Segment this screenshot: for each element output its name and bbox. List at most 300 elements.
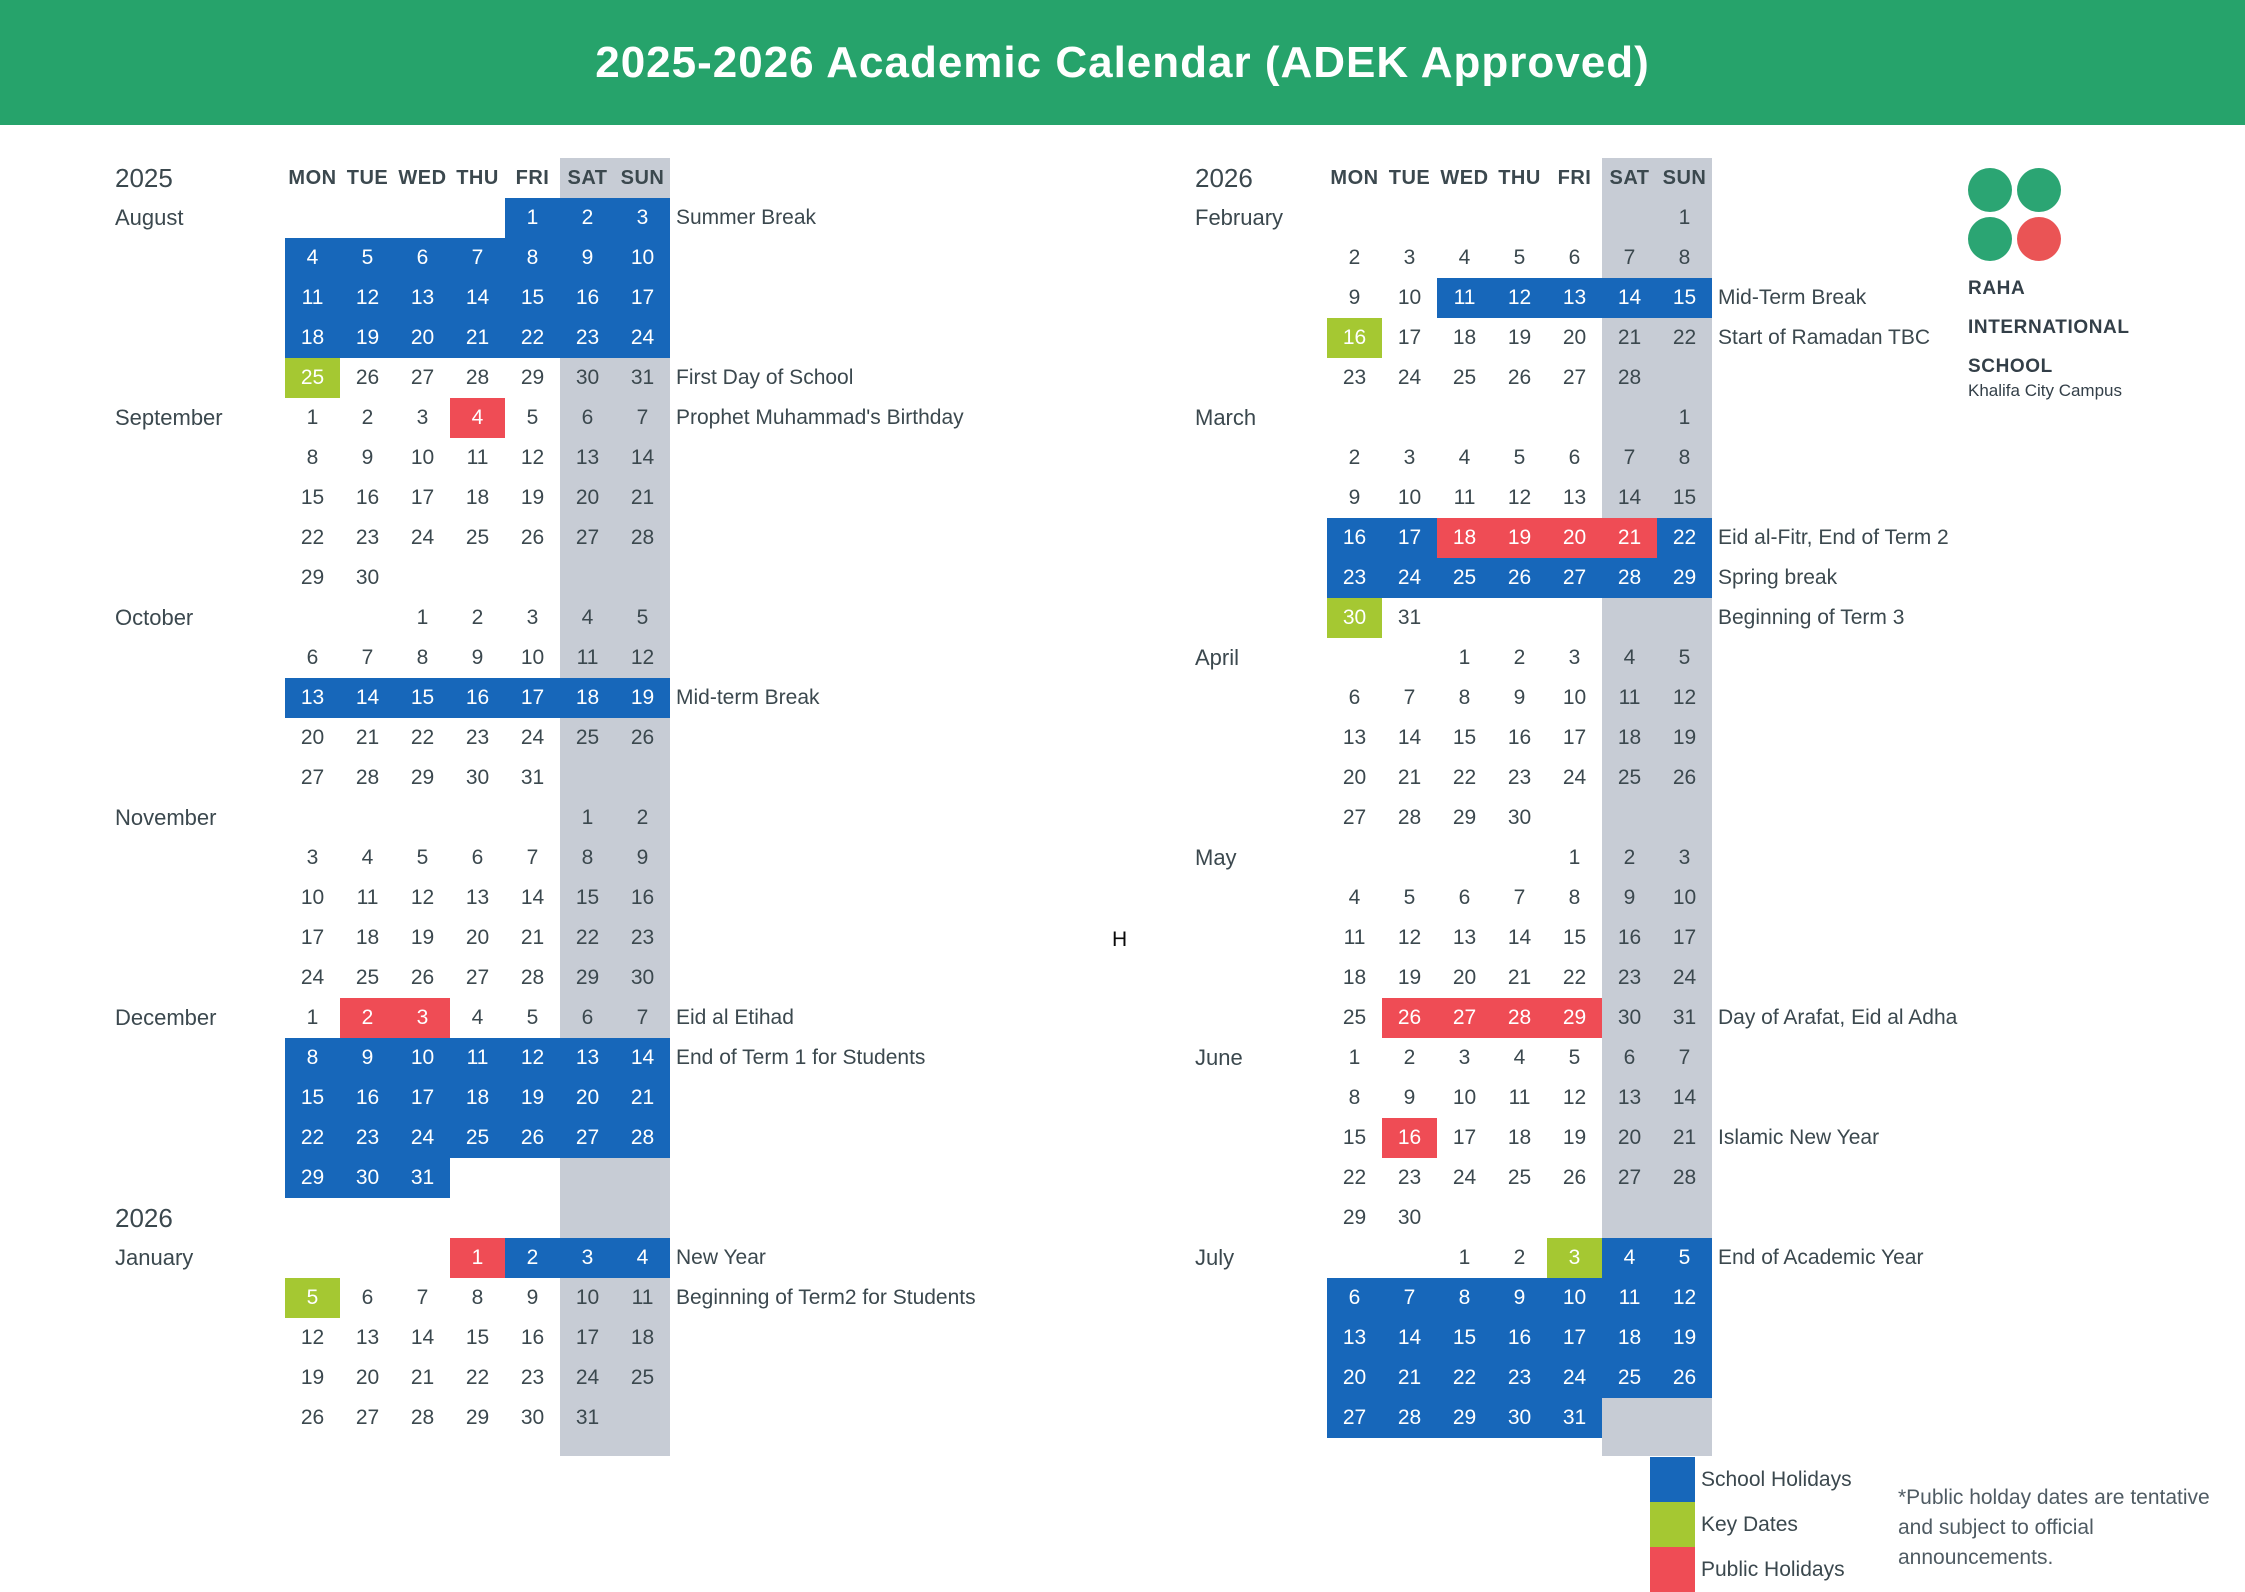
empty-cell [285, 798, 340, 838]
day-cell: 29 [285, 1158, 340, 1198]
day-cell: 28 [1397, 806, 1422, 829]
day-cell: 27 [1327, 1398, 1382, 1438]
day-cell: 29 [300, 566, 325, 589]
day-header: THU [456, 166, 499, 189]
day-cell: 13 [1327, 1318, 1382, 1358]
day-cell: 5 [1513, 246, 1526, 269]
month-label [1195, 798, 1327, 838]
day-cell: 16 [340, 1078, 395, 1118]
day-cell: 15 [575, 886, 600, 909]
day-cell: 17 [1452, 1126, 1477, 1149]
day-cell: 13 [560, 1038, 615, 1078]
month-label [1195, 1078, 1327, 1118]
day-cell: 13 [1617, 1086, 1642, 1109]
week-row [115, 918, 1100, 958]
event-annotation [670, 318, 1100, 358]
event-annotation: Day of Arafat, Eid al Adha [1718, 1006, 1958, 1029]
day-cell: 9 [1348, 486, 1361, 509]
legend-item-school-holidays [1650, 1457, 1852, 1502]
empty-cell [395, 198, 450, 238]
day-cell: 3 [1678, 846, 1691, 869]
day-cell: 9 [1403, 1086, 1416, 1109]
day-cell: 2 [560, 198, 615, 238]
month-label: November [115, 805, 217, 830]
empty-cell [1547, 198, 1602, 238]
empty-cell [615, 558, 670, 598]
event-annotation [670, 958, 1100, 998]
event-annotation [1712, 1078, 2142, 1118]
day-cell: 6 [306, 646, 319, 669]
empty-cell [340, 598, 395, 638]
day-cell: 22 [505, 318, 560, 358]
day-cell: 17 [615, 278, 670, 318]
event-annotation [670, 558, 1100, 598]
week-row [1195, 1238, 2142, 1278]
day-cell: 4 [1513, 1046, 1526, 1069]
month-label: October [115, 605, 194, 630]
day-cell: 6 [1568, 446, 1581, 469]
day-cell: 15 [1657, 278, 1712, 318]
event-annotation [670, 438, 1100, 478]
annotation-spacer [670, 1198, 1100, 1238]
day-cell: 23 [520, 1366, 545, 1389]
day-cell: 15 [1452, 726, 1477, 749]
day-cell: 1 [1568, 846, 1581, 869]
day-cell: 14 [1672, 1086, 1697, 1109]
day-header: WED [398, 166, 447, 189]
event-annotation: Start of Ramadan TBC [1718, 326, 1931, 349]
event-annotation: Beginning of Term2 for Students [676, 1286, 976, 1309]
day-cell: 4 [361, 846, 374, 869]
month-label [1195, 478, 1327, 518]
month-label [115, 478, 285, 518]
week-row [1195, 478, 2142, 518]
day-cell: 8 [1348, 1086, 1361, 1109]
day-cell: 19 [1492, 518, 1547, 558]
day-cell: 18 [1452, 326, 1477, 349]
empty-cell [1657, 798, 1712, 838]
day-cell: 16 [1617, 926, 1642, 949]
day-cell: 15 [1437, 1318, 1492, 1358]
day-cell: 10 [1397, 486, 1422, 509]
day-cell: 10 [410, 446, 435, 469]
month-label [1195, 518, 1327, 558]
day-cell: 12 [410, 886, 435, 909]
legend [1650, 1457, 1852, 1592]
logo-text-campus: Khalifa City Campus [1968, 381, 2123, 400]
empty-cell [1602, 1398, 1657, 1438]
day-cell: 26 [1562, 1166, 1587, 1189]
week-row [1195, 518, 2142, 558]
day-cell: 18 [1342, 966, 1367, 989]
day-cell: 23 [1492, 1358, 1547, 1398]
empty-cell [560, 1158, 615, 1198]
day-cell: 30 [1397, 1206, 1422, 1229]
day-cell: 21 [1397, 766, 1422, 789]
day-cell: 23 [630, 926, 655, 949]
logo-text-raha: RAHA [1968, 278, 2026, 299]
day-cell: 30 [1327, 598, 1382, 638]
day-cell: 5 [1403, 886, 1416, 909]
week-row [1195, 278, 2142, 318]
day-cell: 1 [581, 806, 594, 829]
day-cell: 2 [636, 806, 649, 829]
day-cell: 14 [630, 446, 655, 469]
event-annotation [1712, 1038, 2142, 1078]
day-cell: 23 [1327, 558, 1382, 598]
event-annotation [670, 278, 1100, 318]
week-row [115, 838, 1100, 878]
event-annotation [670, 1318, 1100, 1358]
month-label [115, 558, 285, 598]
day-cell: 17 [410, 486, 435, 509]
week-row [1195, 238, 2142, 278]
day-cell: 5 [1568, 1046, 1581, 1069]
day-cell: 28 [1492, 998, 1547, 1038]
year-label: 2026 [1195, 162, 1253, 193]
week-row [1195, 1198, 2142, 1238]
empty-cell [505, 558, 560, 598]
empty-cell [1327, 1238, 1382, 1278]
day-cell: 15 [285, 1078, 340, 1118]
empty-cell [1492, 398, 1547, 438]
day-header: MON [288, 166, 337, 189]
day-cell: 19 [615, 678, 670, 718]
event-annotation [670, 718, 1100, 758]
week-row [115, 1158, 1100, 1198]
empty-cell [1602, 198, 1657, 238]
day-cell: 4 [1602, 1238, 1657, 1278]
day-cell: 18 [465, 486, 490, 509]
empty-cell [1657, 1198, 1712, 1238]
day-cell: 19 [340, 318, 395, 358]
empty-cell [395, 558, 450, 598]
day-cell: 17 [1562, 726, 1587, 749]
week-row [1195, 1358, 2142, 1398]
event-annotation [670, 1358, 1100, 1398]
legend-item-public-holidays [1650, 1547, 1852, 1592]
day-cell: 17 [505, 678, 560, 718]
day-cell: 29 [1452, 806, 1477, 829]
month-label [1195, 598, 1327, 638]
day-cell: 29 [1342, 1206, 1367, 1229]
day-cell: 7 [526, 846, 539, 869]
day-cell: 14 [1507, 926, 1532, 949]
month-label [115, 678, 285, 718]
day-cell: 29 [575, 966, 600, 989]
day-cell: 10 [520, 646, 545, 669]
day-cell: 26 [355, 366, 380, 389]
month-label: May [1195, 845, 1237, 870]
week-row [1195, 1158, 2142, 1198]
day-cell: 5 [340, 238, 395, 278]
calendar-panel-2025 [115, 158, 1100, 1438]
event-annotation [1712, 838, 2142, 878]
week-row [1195, 838, 2142, 878]
day-cell: 20 [1342, 766, 1367, 789]
header-row [1195, 158, 2142, 198]
empty-cell [1492, 598, 1547, 638]
day-cell: 16 [520, 1326, 545, 1349]
empty-cell [1327, 638, 1382, 678]
day-cell: 7 [450, 238, 505, 278]
day-cell: 5 [526, 1006, 539, 1029]
day-cell: 6 [1623, 1046, 1636, 1069]
event-annotation [1712, 1318, 2142, 1358]
day-cell: 22 [1437, 1358, 1492, 1398]
day-cell: 7 [1623, 246, 1636, 269]
day-cell: 26 [410, 966, 435, 989]
week-row [115, 1238, 1100, 1278]
day-cell: 5 [285, 1278, 340, 1318]
week-row [115, 798, 1100, 838]
empty-cell [1657, 1398, 1712, 1438]
day-cell: 12 [1507, 486, 1532, 509]
day-cell: 29 [1657, 558, 1712, 598]
week-row [115, 238, 1100, 278]
month-label [115, 958, 285, 998]
empty-cell [505, 1158, 560, 1198]
day-cell: 16 [1382, 1118, 1437, 1158]
day-cell: 9 [471, 646, 484, 669]
day-cell: 10 [1672, 886, 1697, 909]
empty-cell [1602, 798, 1657, 838]
day-cell: 4 [1458, 446, 1471, 469]
day-cell: 11 [1453, 486, 1476, 509]
week-row [1195, 318, 2142, 358]
day-cell: 13 [1342, 726, 1367, 749]
day-cell: 7 [636, 1006, 649, 1029]
empty-cell [1492, 198, 1547, 238]
month-label [1195, 1118, 1327, 1158]
month-label: January [115, 1245, 194, 1270]
empty-cell [285, 598, 340, 638]
day-cell: 26 [300, 1406, 325, 1429]
day-cell: 13 [1562, 486, 1587, 509]
day-cell: 4 [450, 398, 505, 438]
day-cell: 3 [1547, 1238, 1602, 1278]
empty-cell [450, 798, 505, 838]
day-cell: 1 [416, 606, 429, 629]
empty-cell [1657, 358, 1712, 398]
day-cell: 14 [520, 886, 545, 909]
month-label: July [1195, 1245, 1235, 1270]
day-cell: 10 [395, 1038, 450, 1078]
day-cell: 10 [1397, 286, 1422, 309]
day-cell: 27 [1617, 1166, 1642, 1189]
day-cell: 17 [575, 1326, 600, 1349]
day-cell: 13 [1547, 278, 1602, 318]
day-cell: 24 [300, 966, 325, 989]
day-cell: 20 [560, 1078, 615, 1118]
empty-cell [1547, 798, 1602, 838]
day-cell: 9 [636, 846, 649, 869]
week-row [115, 1398, 1100, 1438]
day-cell: 30 [630, 966, 655, 989]
day-cell: 12 [1492, 278, 1547, 318]
event-annotation: Eid al-Fitr, End of Term 2 [1718, 526, 1949, 549]
event-annotation: Prophet Muhammad's Birthday [676, 406, 964, 429]
day-cell: 11 [1437, 278, 1492, 318]
empty-cell [1327, 838, 1382, 878]
week-row [1195, 1278, 2142, 1318]
empty-cell [1492, 1198, 1547, 1238]
day-cell: 6 [1348, 686, 1361, 709]
week-row [115, 198, 1100, 238]
week-row [1195, 438, 2142, 478]
day-cell: 28 [1382, 1398, 1437, 1438]
day-cell: 3 [560, 1238, 615, 1278]
day-cell: 4 [615, 1238, 670, 1278]
day-cell: 21 [1382, 1358, 1437, 1398]
day-cell: 6 [1458, 886, 1471, 909]
day-cell: 5 [636, 606, 649, 629]
week-row [115, 398, 1100, 438]
day-cell: 4 [1458, 246, 1471, 269]
day-cell: 11 [356, 886, 379, 909]
day-cell: 17 [1382, 518, 1437, 558]
day-cell: 27 [1437, 998, 1492, 1038]
legend-item-key-dates [1650, 1502, 1852, 1547]
day-cell: 11 [576, 646, 599, 669]
day-cell: 15 [1342, 1126, 1367, 1149]
day-cell: 3 [1403, 446, 1416, 469]
day-cell: 25 [1602, 1358, 1657, 1398]
day-cell: 10 [1452, 1086, 1477, 1109]
day-cell: 21 [410, 1366, 435, 1389]
empty-cell [1437, 598, 1492, 638]
day-cell: 26 [1492, 558, 1547, 598]
day-cell: 19 [1397, 966, 1422, 989]
day-cell: 18 [560, 678, 615, 718]
day-cell: 6 [395, 238, 450, 278]
day-cell: 12 [300, 1326, 325, 1349]
month-label [115, 1358, 285, 1398]
day-cell: 4 [285, 238, 340, 278]
day-cell: 6 [1327, 1278, 1382, 1318]
legend-swatch-key-dates [1650, 1502, 1695, 1547]
day-cell: 9 [1513, 686, 1526, 709]
week-row [1195, 678, 2142, 718]
empty-cell [1437, 198, 1492, 238]
day-cell: 22 [1452, 766, 1477, 789]
day-cell: 1 [1348, 1046, 1361, 1069]
empty-cell [450, 198, 505, 238]
month-label [1195, 1318, 1327, 1358]
empty-cell [615, 1158, 670, 1198]
day-cell: 2 [1403, 1046, 1416, 1069]
day-cell: 25 [465, 526, 490, 549]
empty-cell [1382, 638, 1437, 678]
day-cell: 1 [306, 406, 319, 429]
day-cell: 28 [630, 526, 655, 549]
day-cell: 5 [1513, 446, 1526, 469]
empty-cell [1382, 1238, 1437, 1278]
day-cell: 30 [355, 566, 380, 589]
month-label [1195, 958, 1327, 998]
day-cell: 31 [630, 366, 655, 389]
week-row [1195, 1078, 2142, 1118]
event-annotation [1712, 398, 2142, 438]
empty-cell [285, 1198, 340, 1238]
week-row [115, 1358, 1100, 1398]
day-cell: 12 [1657, 1278, 1712, 1318]
month-label [1195, 758, 1327, 798]
day-cell: 19 [1562, 1126, 1587, 1149]
empty-cell [450, 558, 505, 598]
week-row [1195, 638, 2142, 678]
month-label [1195, 1278, 1327, 1318]
event-annotation [1712, 718, 2142, 758]
day-cell: 16 [1492, 1318, 1547, 1358]
day-cell: 15 [395, 678, 450, 718]
title-bar [0, 0, 2245, 125]
day-cell: 4 [581, 606, 594, 629]
day-cell: 3 [1568, 646, 1581, 669]
day-cell: 1 [1678, 406, 1691, 429]
day-cell: 8 [285, 1038, 340, 1078]
event-annotation [670, 238, 1100, 278]
month-label [115, 1118, 285, 1158]
day-cell: 14 [615, 1038, 670, 1078]
day-cell: 23 [1397, 1166, 1422, 1189]
day-header: SAT [567, 166, 608, 189]
day-cell: 29 [1437, 1398, 1492, 1438]
empty-cell [560, 1198, 615, 1238]
day-cell: 27 [1562, 366, 1587, 389]
day-cell: 20 [395, 318, 450, 358]
day-cell: 20 [1562, 326, 1587, 349]
week-row [115, 758, 1100, 798]
day-cell: 25 [1437, 558, 1492, 598]
day-cell: 19 [1672, 726, 1697, 749]
day-cell: 2 [1348, 246, 1361, 269]
week-row [115, 478, 1100, 518]
day-cell: 25 [1342, 1006, 1367, 1029]
week-row [1195, 358, 2142, 398]
event-annotation [1712, 358, 2142, 398]
week-row [1195, 798, 2142, 838]
day-cell: 27 [1547, 558, 1602, 598]
month-label: February [1195, 205, 1284, 230]
day-cell: 3 [306, 846, 319, 869]
day-cell: 1 [1678, 206, 1691, 229]
day-cell: 12 [1397, 926, 1422, 949]
empty-cell [1602, 1198, 1657, 1238]
stray-text: H [1112, 928, 1128, 951]
annotation-spacer [670, 158, 1100, 198]
day-cell: 8 [1678, 246, 1691, 269]
day-cell: 13 [355, 1326, 380, 1349]
day-cell: 10 [1547, 1278, 1602, 1318]
day-cell: 11 [1343, 926, 1366, 949]
day-cell: 22 [575, 926, 600, 949]
day-cell: 18 [630, 1326, 655, 1349]
day-header: SUN [620, 166, 665, 189]
day-cell: 30 [340, 1158, 395, 1198]
week-row [115, 958, 1100, 998]
month-label [1195, 318, 1327, 358]
day-cell: 18 [285, 318, 340, 358]
day-cell: 1 [505, 198, 560, 238]
event-annotation [1712, 478, 2142, 518]
month-label [115, 318, 285, 358]
month-label [115, 1278, 285, 1318]
day-cell: 11 [466, 446, 489, 469]
day-cell: 19 [300, 1366, 325, 1389]
month-label [1195, 438, 1327, 478]
day-cell: 27 [575, 526, 600, 549]
